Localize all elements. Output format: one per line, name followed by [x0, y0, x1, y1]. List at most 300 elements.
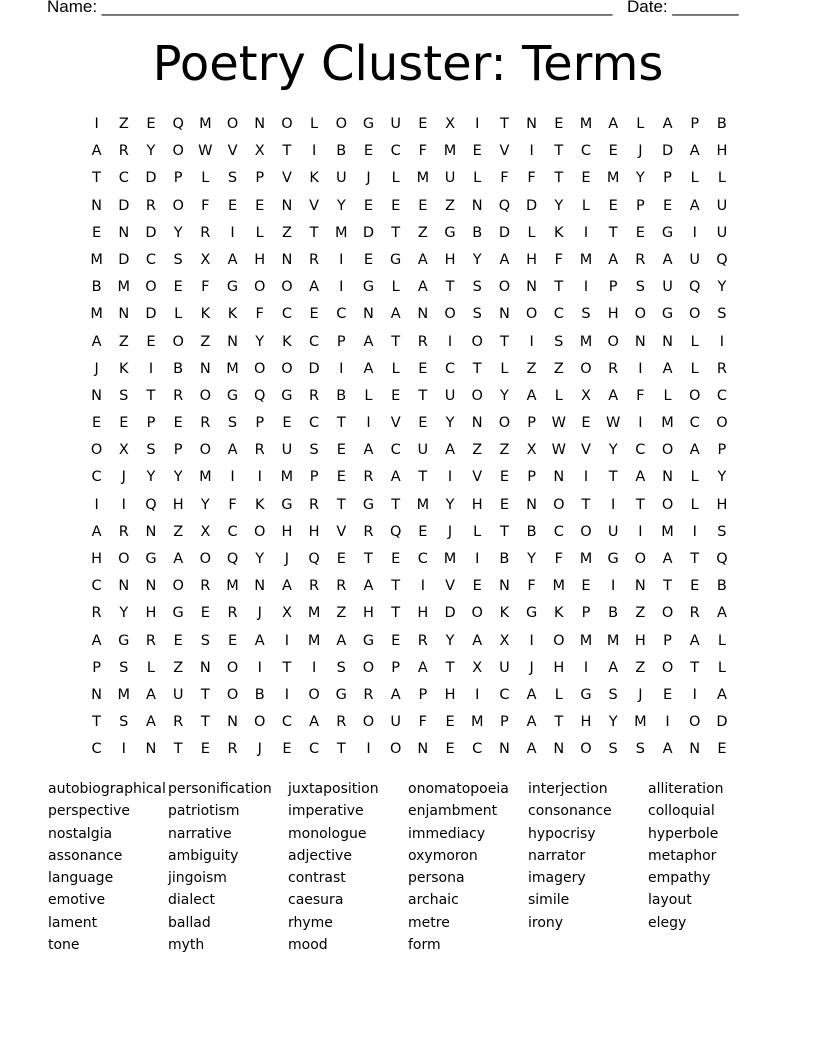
grid-letter[interactable]: O [525, 306, 538, 323]
grid-letter[interactable]: I [366, 741, 371, 758]
grid-letter[interactable]: N [634, 578, 646, 595]
grid-letter[interactable]: A [662, 360, 673, 377]
grid-letter[interactable]: J [366, 170, 371, 187]
grid-letter[interactable]: E [200, 741, 210, 758]
grid-letter[interactable]: M [579, 251, 593, 268]
grid-letter[interactable]: L [717, 170, 726, 187]
grid-letter[interactable]: T [445, 659, 455, 676]
grid-letter[interactable]: F [527, 170, 536, 187]
grid-letter[interactable]: U [281, 442, 293, 459]
grid-letter[interactable]: N [526, 496, 538, 513]
grid-letter[interactable]: T [336, 496, 346, 513]
grid-letter[interactable]: A [309, 714, 320, 731]
grid-letter[interactable]: T [554, 143, 564, 160]
grid-letter[interactable]: X [472, 659, 483, 676]
grid-letter[interactable]: G [390, 251, 402, 268]
grid-letter[interactable]: Z [118, 333, 129, 350]
grid-letter[interactable]: A [91, 523, 102, 540]
grid-letter[interactable]: J [257, 741, 262, 758]
grid-letter[interactable]: O [145, 279, 157, 296]
grid-letter[interactable]: P [717, 442, 727, 459]
grid-letter[interactable]: S [472, 306, 482, 323]
grid-letter[interactable]: G [661, 306, 674, 323]
grid-letter[interactable]: X [281, 605, 292, 622]
grid-letter[interactable]: H [145, 605, 157, 622]
grid-letter[interactable]: R [200, 224, 211, 241]
grid-letter[interactable]: Y [173, 469, 183, 486]
grid-letter[interactable]: M [470, 714, 484, 731]
grid-letter[interactable]: Z [173, 659, 184, 676]
grid-letter[interactable]: R [254, 442, 265, 459]
grid-letter[interactable]: N [227, 333, 238, 350]
grid-letter[interactable]: N [145, 741, 157, 758]
grid-letter[interactable]: A [363, 442, 374, 459]
grid-letter[interactable]: S [717, 523, 727, 540]
grid-letter[interactable]: M [416, 496, 430, 513]
grid-letter[interactable]: H [172, 496, 184, 513]
grid-letter[interactable]: N [689, 741, 701, 758]
grid-letter[interactable]: Y [608, 442, 618, 459]
grid-letter[interactable]: I [638, 415, 643, 432]
grid-letter[interactable]: O [362, 714, 375, 731]
grid-letter[interactable]: S [554, 333, 564, 350]
grid-letter[interactable]: E [499, 469, 509, 486]
grid-letter[interactable]: L [500, 360, 509, 377]
grid-letter[interactable]: D [145, 170, 157, 187]
grid-letter[interactable]: H [471, 496, 483, 513]
grid-letter[interactable]: J [447, 523, 453, 540]
grid-letter[interactable]: N [281, 251, 293, 268]
grid-letter[interactable]: H [308, 523, 320, 540]
grid-letter[interactable]: Q [716, 251, 728, 268]
grid-letter[interactable]: H [444, 251, 456, 268]
grid-letter[interactable]: O [689, 387, 701, 404]
grid-letter[interactable]: L [554, 387, 563, 404]
grid-letter[interactable]: E [472, 143, 482, 160]
grid-letter[interactable]: B [499, 551, 510, 567]
grid-letter[interactable]: Z [336, 605, 347, 622]
grid-letter[interactable]: P [663, 632, 672, 649]
grid-letter[interactable]: U [172, 686, 184, 703]
grid-letter[interactable]: W [551, 442, 566, 459]
grid-letter[interactable]: O [580, 360, 592, 377]
grid-letter[interactable]: T [200, 714, 210, 731]
grid-letter[interactable]: R [363, 469, 374, 486]
grid-letter[interactable]: C [417, 551, 428, 567]
grid-letter[interactable]: L [663, 387, 672, 404]
grid-letter[interactable]: C [472, 741, 483, 758]
grid-letter[interactable]: M [307, 632, 321, 649]
grid-letter[interactable]: D [308, 360, 320, 377]
grid-letter[interactable]: I [230, 469, 235, 486]
grid-letter[interactable]: A [390, 686, 401, 703]
grid-letter[interactable]: O [254, 279, 266, 296]
grid-letter[interactable]: O [661, 442, 674, 459]
grid-letter[interactable]: N [526, 116, 538, 132]
grid-letter[interactable]: L [690, 360, 699, 377]
grid-letter[interactable]: D [526, 197, 538, 214]
grid-letter[interactable]: Y [554, 197, 564, 214]
grid-letter[interactable]: B [336, 143, 347, 160]
grid-letter[interactable]: L [364, 387, 373, 404]
grid-letter[interactable]: O [471, 387, 483, 404]
grid-letter[interactable]: Y [119, 605, 129, 622]
grid-letter[interactable]: H [553, 659, 565, 676]
grid-letter[interactable]: N [281, 197, 293, 214]
grid-letter[interactable]: A [417, 279, 428, 296]
grid-letter[interactable]: L [717, 659, 726, 676]
grid-letter[interactable]: I [257, 469, 262, 486]
grid-letter[interactable]: S [227, 415, 238, 432]
grid-letter[interactable]: N [199, 659, 211, 676]
grid-letter[interactable]: A [363, 578, 374, 595]
grid-letter[interactable]: R [417, 632, 428, 649]
grid-letter[interactable]: M [117, 686, 131, 703]
grid-letter[interactable]: S [635, 741, 645, 758]
grid-letter[interactable]: E [336, 551, 346, 567]
grid-letter[interactable]: E [581, 415, 591, 432]
grid-letter[interactable]: B [472, 224, 483, 241]
grid-letter[interactable]: U [716, 224, 728, 241]
grid-letter[interactable]: N [363, 306, 374, 323]
grid-letter[interactable]: M [335, 224, 348, 241]
grid-letter[interactable]: K [200, 306, 211, 323]
grid-letter[interactable]: A [91, 143, 102, 160]
grid-letter[interactable]: V [499, 143, 510, 160]
grid-letter[interactable]: M [443, 143, 457, 160]
grid-letter[interactable]: N [91, 197, 103, 214]
grid-letter[interactable]: C [309, 333, 320, 350]
grid-letter[interactable]: S [472, 279, 482, 296]
grid-letter[interactable]: Q [308, 551, 320, 567]
grid-letter[interactable]: E [690, 578, 700, 595]
grid-letter[interactable]: I [611, 578, 616, 595]
grid-letter[interactable]: G [362, 496, 375, 513]
grid-letter[interactable]: F [255, 306, 264, 323]
grid-letter[interactable]: A [608, 116, 619, 132]
grid-letter[interactable]: Y [608, 714, 618, 731]
grid-letter[interactable]: L [473, 170, 482, 187]
grid-letter[interactable]: T [391, 496, 401, 513]
grid-letter[interactable]: A [173, 551, 184, 567]
grid-letter[interactable]: E [363, 143, 374, 160]
grid-letter[interactable]: P [146, 415, 156, 432]
grid-letter[interactable]: M [634, 714, 647, 731]
grid-letter[interactable]: Y [717, 279, 727, 296]
grid-letter[interactable]: N [199, 360, 211, 377]
grid-letter[interactable]: O [199, 442, 212, 459]
grid-letter[interactable]: C [499, 686, 510, 703]
grid-letter[interactable]: I [611, 496, 616, 513]
grid-letter[interactable]: P [608, 279, 618, 296]
grid-letter[interactable]: M [226, 360, 239, 377]
grid-letter[interactable]: M [443, 551, 457, 567]
grid-letter[interactable]: C [91, 469, 102, 486]
grid-letter[interactable]: A [417, 659, 428, 676]
grid-letter[interactable]: A [689, 442, 700, 459]
grid-letter[interactable]: H [634, 632, 646, 649]
grid-letter[interactable]: I [638, 360, 643, 377]
grid-letter[interactable]: U [417, 442, 429, 459]
grid-letter[interactable]: I [339, 251, 344, 268]
grid-letter[interactable]: Z [281, 224, 292, 241]
grid-letter[interactable]: C [118, 170, 129, 187]
grid-letter[interactable]: S [635, 279, 645, 296]
grid-letter[interactable]: E [200, 605, 210, 622]
grid-letter[interactable]: A [689, 143, 700, 160]
grid-letter[interactable]: T [391, 578, 401, 595]
grid-letter[interactable]: G [281, 496, 293, 513]
grid-letter[interactable]: Y [527, 551, 537, 567]
grid-letter[interactable]: R [227, 741, 238, 758]
grid-letter[interactable]: P [635, 197, 645, 214]
grid-letter[interactable]: I [692, 224, 697, 241]
grid-letter[interactable]: R [173, 714, 184, 731]
grid-letter[interactable]: I [94, 496, 99, 513]
grid-letter[interactable]: J [529, 659, 534, 676]
grid-letter[interactable]: Q [226, 551, 239, 567]
grid-letter[interactable]: C [580, 143, 592, 160]
grid-letter[interactable]: O [308, 686, 320, 703]
grid-letter[interactable]: H [254, 251, 266, 268]
grid-letter[interactable]: E [391, 387, 401, 404]
grid-letter[interactable]: A [336, 632, 347, 649]
grid-letter[interactable]: M [226, 578, 239, 595]
grid-letter[interactable]: O [689, 306, 701, 323]
grid-letter[interactable]: O [90, 442, 103, 459]
grid-letter[interactable]: I [475, 116, 480, 132]
grid-letter[interactable]: E [662, 197, 673, 214]
grid-letter[interactable]: J [638, 686, 643, 703]
grid-letter[interactable]: F [201, 279, 210, 296]
grid-letter[interactable]: Z [553, 360, 564, 377]
grid-letter[interactable]: I [665, 714, 670, 731]
grid-letter[interactable]: V [390, 415, 401, 432]
grid-letter[interactable]: R [309, 251, 320, 268]
grid-letter[interactable]: K [119, 360, 129, 377]
grid-letter[interactable]: N [662, 469, 673, 486]
grid-letter[interactable]: C [444, 360, 456, 377]
grid-letter[interactable]: P [527, 415, 536, 432]
grid-letter[interactable]: N [471, 415, 483, 432]
grid-letter[interactable]: N [553, 469, 565, 486]
grid-letter[interactable]: I [529, 333, 534, 350]
grid-letter[interactable]: H [417, 605, 429, 622]
grid-letter[interactable]: I [339, 279, 344, 296]
grid-letter[interactable]: U [662, 279, 673, 296]
grid-letter[interactable]: M [661, 415, 674, 432]
grid-letter[interactable]: J [94, 360, 99, 377]
grid-letter[interactable]: G [607, 551, 619, 567]
grid-letter[interactable]: O [580, 523, 592, 540]
grid-letter[interactable]: O [389, 741, 402, 758]
grid-letter[interactable]: H [363, 605, 374, 622]
grid-letter[interactable]: O [226, 116, 239, 132]
grid-letter[interactable]: N [91, 686, 103, 703]
grid-letter[interactable]: V [472, 469, 483, 486]
grid-letter[interactable]: S [200, 632, 210, 649]
grid-letter[interactable]: R [200, 415, 211, 432]
grid-letter[interactable]: P [92, 659, 101, 676]
grid-letter[interactable]: K [554, 605, 564, 622]
grid-letter[interactable]: U [607, 523, 619, 540]
grid-letter[interactable]: E [336, 469, 346, 486]
grid-letter[interactable]: T [418, 387, 428, 404]
grid-letter[interactable]: E [363, 251, 374, 268]
grid-letter[interactable]: L [146, 659, 156, 676]
grid-letter[interactable]: P [309, 469, 319, 486]
grid-letter[interactable]: Y [472, 251, 482, 268]
grid-letter[interactable]: A [608, 659, 619, 676]
grid-letter[interactable]: O [335, 116, 347, 132]
grid-letter[interactable]: F [554, 551, 563, 567]
grid-letter[interactable]: O [661, 659, 674, 676]
grid-letter[interactable]: E [608, 143, 618, 160]
grid-letter[interactable]: U [689, 251, 701, 268]
grid-letter[interactable]: R [689, 605, 700, 622]
grid-letter[interactable]: E [554, 116, 564, 132]
grid-letter[interactable]: K [499, 605, 510, 622]
grid-letter[interactable]: E [92, 415, 102, 432]
grid-letter[interactable]: A [662, 741, 673, 758]
grid-letter[interactable]: T [200, 686, 210, 703]
grid-letter[interactable]: G [525, 605, 538, 622]
grid-letter[interactable]: Z [173, 523, 184, 540]
grid-letter[interactable]: H [91, 551, 103, 567]
grid-letter[interactable]: Z [417, 224, 428, 241]
grid-letter[interactable]: O [471, 333, 483, 350]
grid-letter[interactable]: A [309, 279, 320, 296]
grid-letter[interactable]: H [526, 251, 538, 268]
grid-letter[interactable]: R [336, 714, 347, 731]
grid-letter[interactable]: C [91, 741, 102, 758]
grid-letter[interactable]: H [281, 523, 293, 540]
grid-letter[interactable]: O [118, 551, 130, 567]
grid-letter[interactable]: T [472, 360, 482, 377]
grid-letter[interactable]: R [716, 360, 727, 377]
grid-letter[interactable]: Y [445, 415, 455, 432]
grid-letter[interactable]: R [336, 578, 347, 595]
grid-letter[interactable]: P [418, 686, 428, 703]
grid-letter[interactable]: T [608, 224, 618, 241]
grid-letter[interactable]: A [91, 333, 102, 350]
grid-letter[interactable]: B [716, 116, 727, 132]
grid-letter[interactable]: G [118, 632, 130, 649]
grid-letter[interactable]: C [91, 578, 102, 595]
grid-letter[interactable]: O [172, 333, 184, 350]
grid-letter[interactable]: E [173, 415, 183, 432]
grid-letter[interactable]: O [281, 360, 293, 377]
grid-letter[interactable]: S [309, 442, 319, 459]
grid-letter[interactable]: N [91, 387, 103, 404]
name-field-label[interactable]: Name: ______________________________________________________ [47, 0, 613, 16]
grid-letter[interactable]: T [690, 659, 700, 676]
grid-letter[interactable]: C [390, 143, 401, 160]
grid-letter[interactable]: S [608, 686, 618, 703]
grid-letter[interactable]: O [661, 605, 674, 622]
grid-letter[interactable]: A [526, 387, 537, 404]
grid-letter[interactable]: E [92, 224, 102, 241]
grid-letter[interactable]: O [226, 659, 239, 676]
grid-letter[interactable]: G [444, 224, 456, 241]
grid-letter[interactable]: B [336, 387, 347, 404]
grid-letter[interactable]: A [227, 442, 238, 459]
grid-letter[interactable]: T [608, 469, 618, 486]
grid-letter[interactable]: Y [635, 170, 645, 187]
grid-letter[interactable]: N [118, 578, 130, 595]
grid-letter[interactable]: V [336, 523, 347, 540]
grid-letter[interactable]: E [418, 523, 428, 540]
grid-letter[interactable]: N [254, 116, 266, 132]
grid-letter[interactable]: L [201, 170, 210, 187]
grid-letter[interactable]: T [690, 551, 700, 567]
grid-letter[interactable]: R [608, 360, 619, 377]
grid-letter[interactable]: T [445, 279, 455, 296]
grid-letter[interactable]: O [607, 333, 619, 350]
grid-letter[interactable]: D [498, 224, 510, 241]
grid-letter[interactable]: C [689, 415, 700, 432]
grid-letter[interactable]: O [362, 659, 375, 676]
grid-letter[interactable]: M [280, 469, 294, 486]
grid-letter[interactable]: I [583, 224, 589, 241]
grid-letter[interactable]: M [579, 551, 593, 567]
grid-letter[interactable]: I [583, 469, 589, 486]
grid-letter[interactable]: T [554, 279, 564, 296]
grid-letter[interactable]: E [146, 333, 156, 350]
grid-letter[interactable]: O [471, 605, 483, 622]
grid-letter[interactable]: Y [146, 469, 156, 486]
grid-letter[interactable]: I [692, 686, 697, 703]
grid-letter[interactable]: S [119, 659, 129, 676]
grid-letter[interactable]: I [284, 632, 290, 649]
grid-letter[interactable]: V [227, 143, 238, 160]
grid-letter[interactable]: L [391, 170, 400, 187]
grid-letter[interactable]: C [553, 523, 564, 540]
grid-letter[interactable]: C [309, 741, 320, 758]
grid-letter[interactable]: O [716, 415, 728, 432]
grid-letter[interactable]: L [690, 170, 699, 187]
grid-letter[interactable]: Y [336, 197, 346, 214]
grid-letter[interactable]: T [282, 659, 292, 676]
grid-letter[interactable]: A [254, 632, 265, 649]
grid-letter[interactable]: Y [445, 496, 455, 513]
grid-letter[interactable]: E [282, 415, 292, 432]
grid-letter[interactable]: T [364, 551, 373, 567]
grid-letter[interactable]: P [173, 442, 183, 459]
grid-letter[interactable]: N [498, 741, 510, 758]
grid-letter[interactable]: G [362, 116, 375, 132]
grid-letter[interactable]: I [121, 741, 126, 758]
grid-letter[interactable]: M [579, 632, 593, 649]
grid-letter[interactable]: U [444, 387, 456, 404]
grid-letter[interactable]: B [526, 523, 537, 540]
grid-letter[interactable]: S [336, 659, 346, 676]
grid-letter[interactable]: J [121, 469, 126, 486]
grid-letter[interactable]: F [418, 714, 428, 731]
grid-letter[interactable]: E [227, 197, 238, 214]
grid-letter[interactable]: Y [445, 632, 455, 649]
grid-letter[interactable]: E [391, 632, 401, 649]
grid-letter[interactable]: T [391, 333, 401, 350]
grid-letter[interactable]: E [581, 170, 591, 187]
grid-letter[interactable]: P [255, 415, 265, 432]
grid-letter[interactable]: T [92, 170, 102, 187]
grid-letter[interactable]: E [336, 442, 346, 459]
grid-letter[interactable]: Y [717, 469, 727, 486]
grid-letter[interactable]: G [172, 605, 184, 622]
grid-letter[interactable]: O [580, 741, 592, 758]
grid-letter[interactable]: Z [635, 605, 646, 622]
